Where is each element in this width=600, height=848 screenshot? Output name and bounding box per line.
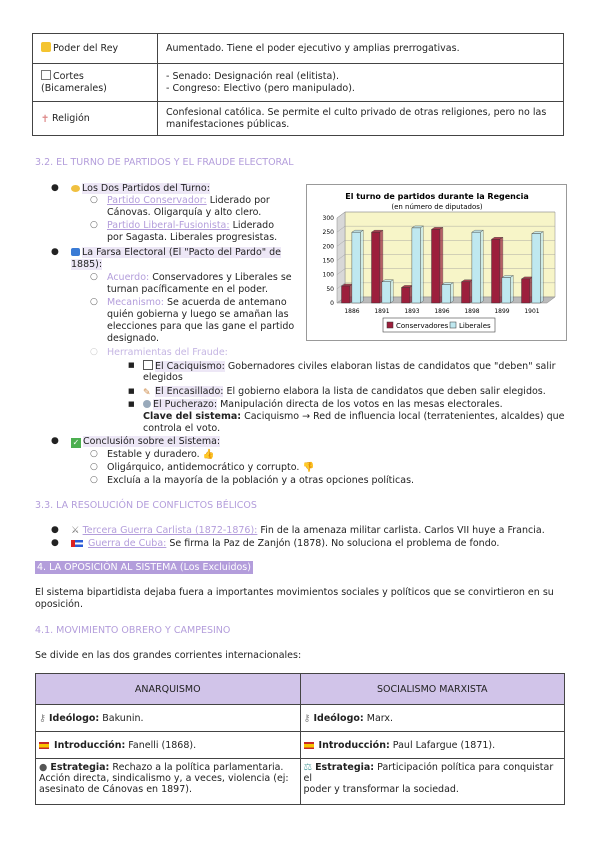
cross-icon: ✝ (41, 113, 50, 125)
table-header-row (36, 674, 565, 705)
item-text: Estable y duradero. (107, 449, 200, 460)
table-cell (300, 705, 565, 732)
cell-value: Rechazo a la política parlamentaria. (112, 762, 284, 773)
table-cell (33, 34, 158, 64)
table-cell (36, 705, 301, 732)
item-title-cont: 1885): (71, 259, 103, 270)
scales-icon: ⚖ (303, 762, 313, 773)
row-value: - Senado: Designación real (elitista). (166, 70, 340, 82)
item-title: Los Dos Partidos del Turno: (82, 183, 210, 194)
flag-icon (304, 742, 314, 749)
table-cell (158, 102, 564, 136)
chart-svg (307, 185, 566, 340)
bullet: ○ (90, 220, 98, 230)
pencil-icon: ✎ (143, 388, 151, 398)
bar (372, 232, 380, 303)
item-text: elecciones para que las gane el partido (107, 321, 295, 332)
list-icon (143, 360, 153, 370)
x-tick-label: 1891 (374, 308, 390, 315)
turno-chart (306, 184, 567, 341)
acuerdo-label: Acuerdo: (107, 272, 150, 283)
item-text: Gobernadores civiles elaboran listas de candidatos que "deben" salir (227, 361, 556, 372)
legend-swatch-liberales (450, 322, 456, 328)
row-label: Poder del Rey (53, 43, 119, 54)
list-item: Excluía a la mayoría de la población y a otras opciones políticas. (107, 475, 415, 486)
item-text: Fin de la amenaza militar carlista. Carlos VII huye a Francia. (260, 525, 545, 536)
conservador-link[interactable]: Partido Conservador: (107, 195, 207, 206)
item-text: Se acuerda de antemano (167, 297, 287, 308)
table-row (33, 102, 564, 136)
y-tick-label: 50 (326, 285, 334, 293)
row-value: - Congreso: Electivo (pero manipulado). (166, 82, 355, 94)
bullet: ○ (90, 195, 98, 205)
flag-icon (71, 540, 83, 547)
list-item (143, 399, 503, 411)
bar (442, 285, 450, 303)
item-title: Conclusión sobre el Sistema: (83, 436, 221, 447)
cell-label: Introducción: (318, 739, 390, 751)
table-row (33, 34, 564, 64)
cell-value: Acción directa, sindicalismo y, a veces, violencia (ej: (39, 773, 289, 784)
list-item (71, 538, 499, 550)
bar (352, 232, 360, 303)
bar (492, 239, 500, 303)
bullet: ○ (90, 449, 98, 459)
y-tick-label: 300 (322, 215, 334, 222)
item-text: Liderado por (209, 195, 270, 206)
list-item (71, 247, 281, 259)
chart-title: El turno de partidos durante la Regencia (345, 192, 529, 201)
bar (382, 282, 390, 303)
bullet: ○ (90, 462, 98, 472)
bar (472, 232, 480, 303)
item-text: designado. (107, 333, 160, 344)
cell-value: Participación política para conquistar el (303, 762, 554, 784)
building-icon (41, 70, 51, 80)
cell-value: Marx. (366, 712, 394, 724)
column-header: ANARQUISMO (36, 674, 301, 705)
cell-value: Fanelli (1868). (128, 739, 197, 751)
item-text: turnan pacíficamente en el poder. (107, 284, 268, 295)
legend-swatch-conservadores (387, 322, 393, 328)
bullet: ○ (90, 347, 98, 357)
item-text: Oligárquico, antidemocrático y corrupto. (107, 462, 300, 473)
list-item (71, 183, 210, 195)
bullet: ■ (128, 361, 135, 369)
bullet: ● (51, 247, 59, 257)
item-title (71, 259, 102, 271)
paragraph: oposición. (35, 599, 83, 610)
x-tick-label: 1893 (404, 308, 420, 315)
list-item (71, 436, 220, 448)
bar-side (540, 232, 543, 303)
paragraph: El sistema bipartidista dejaba fuera a importantes movimientos sociales y políticos que se convirtieron en su (35, 587, 554, 598)
section-heading: 3.3. LA RESOLUCIÓN DE CONFLICTOS BÉLICOS (35, 500, 257, 511)
x-tick-label: 1886 (344, 308, 360, 315)
cell-label: Estrategia: (50, 762, 110, 773)
table-cell (300, 732, 565, 759)
item-text: Caciquismo → Red de influencia local (terratenientes, alcaldes) que (244, 411, 565, 422)
comparison-table (35, 673, 565, 805)
bullet: ● (51, 436, 59, 446)
bar-side (390, 280, 393, 303)
key-icon: ⚷ (303, 712, 311, 724)
y-tick-label: 100 (322, 271, 334, 279)
list-item (107, 220, 274, 232)
item-text: Cánovas. Oligarquía y alto clero. (107, 207, 262, 218)
item-text: Se firma la Paz de Zanjón (1878). No soluciona el problema de fondo. (169, 538, 500, 549)
list-item (107, 195, 270, 207)
bar (502, 278, 510, 304)
system-table (32, 33, 564, 136)
legend-label-conservadores: Conservadores (396, 322, 449, 330)
cell-value: poder y transformar la sociedad. (303, 784, 459, 795)
cell-label: Ideólogo: (313, 712, 364, 724)
x-tick-label: 1901 (524, 308, 540, 315)
cell-label: Introducción: (54, 739, 126, 751)
bar (522, 279, 530, 303)
item-text: Liderado (232, 220, 275, 231)
section-heading: 3.2. EL TURNO DE PARTIDOS Y EL FRAUDE ELECTORAL (35, 157, 294, 168)
y-tick-label: 200 (322, 243, 334, 251)
item-text: por Sagasta. Liberales progresistas. (107, 232, 278, 243)
item-text: Manipulación directa de los votos en las mesas electorales. (220, 399, 503, 410)
bar (342, 286, 350, 303)
section-heading: 4. LA OPOSICIÓN AL SISTEMA (Los Excluidos) (37, 562, 251, 573)
item-text: Conservadores y Liberales se (152, 272, 292, 283)
pot-icon (143, 400, 151, 408)
item-title: El Encasillado: (155, 386, 224, 397)
list-item (71, 525, 545, 537)
list-item (107, 272, 292, 284)
table-cell (33, 64, 158, 102)
y-tick-label: 250 (322, 229, 334, 237)
table-row (36, 732, 565, 759)
bullet: ● (51, 538, 59, 548)
bullet: ○ (90, 475, 98, 485)
item-text: quién gobierna y luego se amañan las (107, 309, 289, 320)
item-text: controla el voto. (143, 423, 221, 434)
item-title: El Caciquismo: (155, 361, 225, 372)
bar-side (450, 283, 453, 303)
crown-icon (41, 42, 51, 52)
bar-side (510, 276, 513, 304)
list-item (107, 449, 215, 461)
item-title: El Pucherazo: (153, 399, 218, 410)
flag-icon (39, 742, 49, 749)
bomb-icon: ● (39, 762, 48, 773)
cuba-link[interactable]: Guerra de Cuba: (88, 538, 167, 549)
item-text: elegidos (143, 372, 183, 383)
key-icon: ⚷ (39, 712, 46, 724)
list-item (143, 360, 556, 373)
carlista-link[interactable]: Tercera Guerra Carlista (1872-1876): (82, 525, 258, 536)
herramientas-heading: Herramientas del Fraude: (107, 347, 228, 358)
table-cell (33, 102, 158, 136)
item-text: El gobierno elabora la lista de candidatos que deben salir elegidos. (226, 386, 546, 397)
mecanismo-label: Mecanismo: (107, 297, 164, 308)
bar-side (420, 226, 423, 303)
cell-value: Bakunin. (102, 712, 144, 724)
bar-side (480, 230, 483, 303)
swords-icon: ⚔ (71, 525, 80, 536)
section-heading: 4.1. MOVIMIENTO OBRERO Y CAMPESINO (35, 625, 231, 636)
column-header: SOCIALISMO MARXISTA (300, 674, 565, 705)
clave-line (143, 411, 564, 423)
row-value: Aumentado. Tiene el poder ejecutivo y amplias prerrogativas. (166, 42, 460, 54)
cell-value: asesinato de Cánovas en 1897). (39, 784, 192, 795)
bullet: ● (51, 183, 59, 193)
bar (532, 234, 540, 303)
table-cell (300, 759, 565, 805)
table-cell (158, 34, 564, 64)
bullet: ■ (128, 387, 135, 395)
row-value: manifestaciones públicas. (166, 118, 290, 130)
x-tick-label: 1899 (494, 308, 510, 315)
legend-label-liberales: Liberales (459, 322, 491, 330)
bar (412, 228, 420, 303)
cell-value: Paul Lafargue (1871). (392, 739, 496, 751)
paragraph: Se divide en las dos grandes corrientes internacionales: (35, 650, 302, 661)
table-row (33, 64, 564, 102)
bar (432, 229, 440, 303)
cell-label: Ideólogo: (49, 712, 100, 724)
bar (402, 287, 410, 303)
check-icon: ✓ (72, 438, 80, 447)
row-label: Religión (52, 112, 90, 124)
bullet: ● (51, 525, 59, 535)
row-label: Cortes (Bicamerales) (41, 71, 107, 94)
chart-subtitle: (en número de diputados) (391, 203, 483, 211)
bullet: ○ (90, 297, 98, 307)
list-item (107, 462, 314, 474)
ballot-box-icon (71, 248, 80, 256)
x-tick-label: 1896 (434, 308, 450, 315)
clave-label: Clave del sistema: (143, 411, 242, 422)
item-title: La Farsa Electoral (El "Pacto del Pardo" de (82, 247, 282, 258)
liberal-link[interactable]: Partido Liberal-Fusionista: (107, 220, 230, 231)
table-cell (36, 732, 301, 759)
bar-side (360, 230, 363, 303)
bar (462, 282, 470, 303)
bullet: ○ (90, 272, 98, 282)
y-tick-label: 150 (322, 257, 334, 265)
cell-label: Estrategia: (315, 762, 375, 773)
table-cell (158, 64, 564, 102)
row-value: Confesional católica. Se permite el culto privado de otras religiones, pero no las (166, 106, 547, 118)
table-row (36, 705, 565, 732)
x-tick-label: 1898 (464, 308, 480, 315)
y-tick-label: 0 (330, 300, 334, 307)
thumbs-down-icon: 👎 (302, 462, 315, 473)
table-row (36, 759, 565, 805)
list-item (143, 386, 546, 398)
table-cell (36, 759, 301, 805)
thumbs-up-icon: 👍 (202, 449, 215, 460)
handshake-icon (71, 185, 80, 192)
bullet: ■ (128, 400, 135, 408)
list-item (107, 297, 287, 309)
